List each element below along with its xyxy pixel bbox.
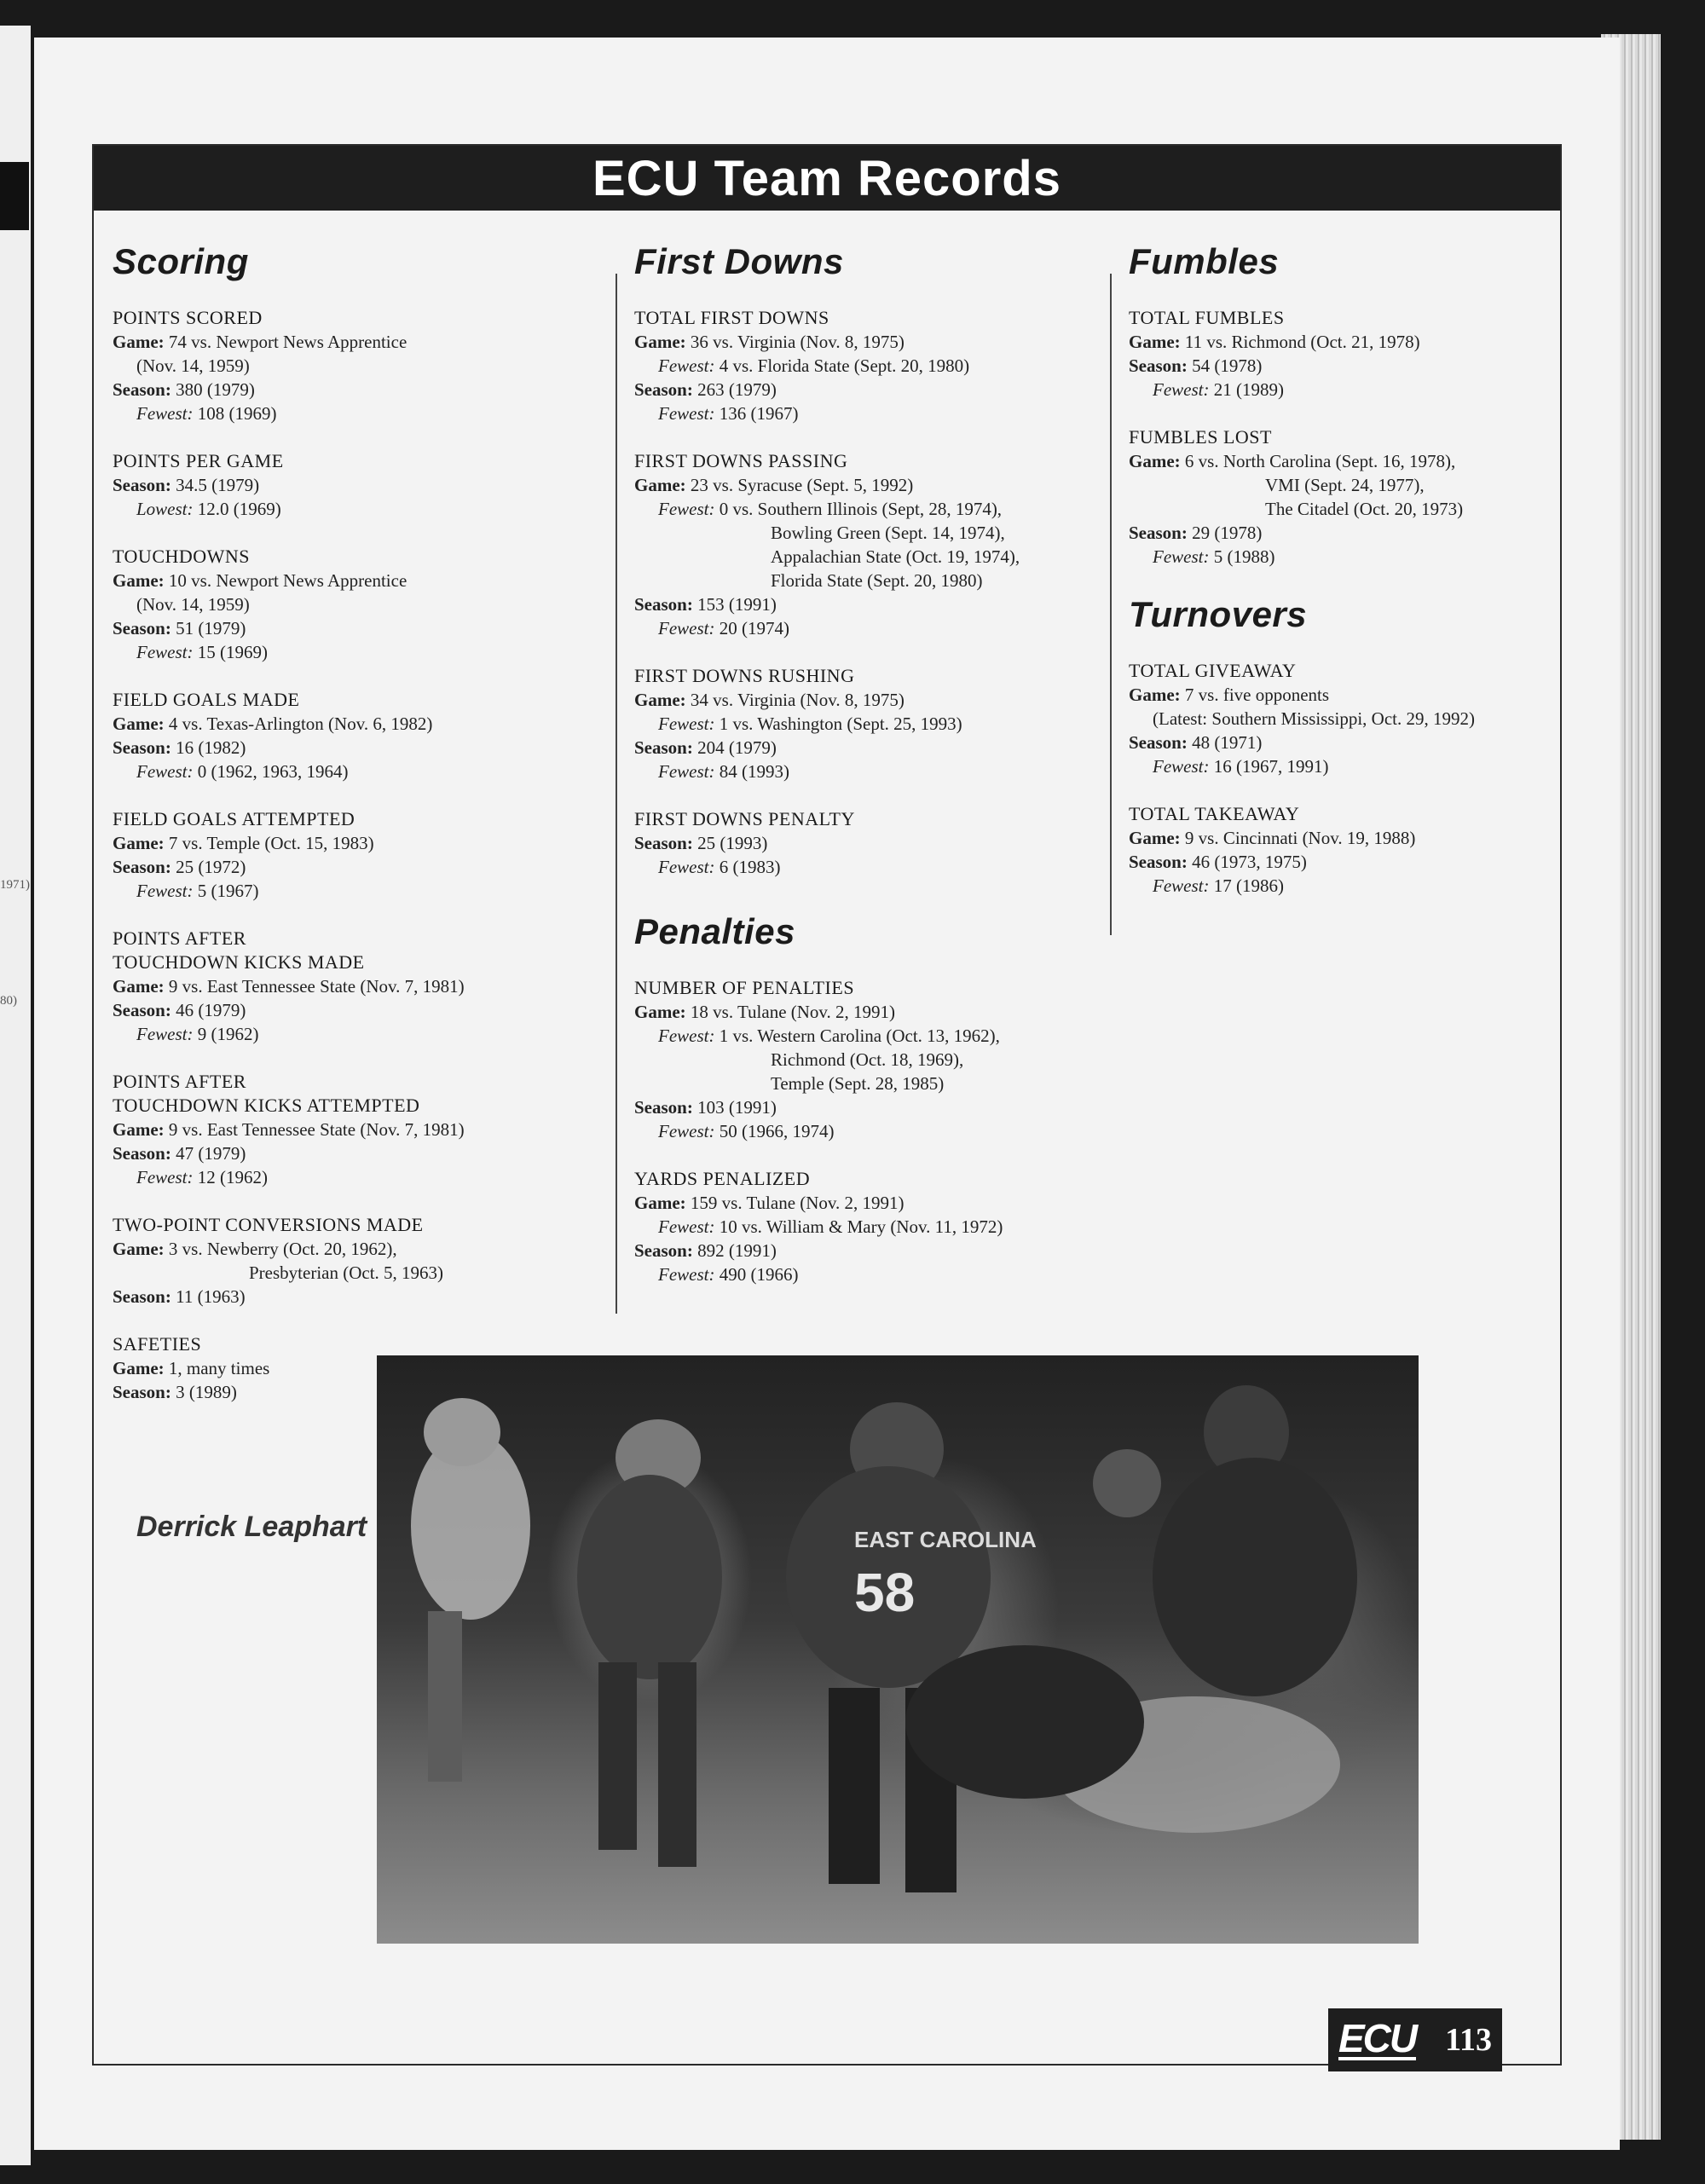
record-label: Game:	[113, 332, 169, 352]
fumbles-records	[1129, 306, 1562, 569]
record-value: 46 (1973, 1975)	[1192, 852, 1307, 872]
record-label: Fewest:	[1153, 546, 1214, 567]
record-value: 46 (1979)	[176, 1000, 246, 1020]
record-section	[634, 306, 1108, 425]
record-line	[634, 1000, 1108, 1024]
record-value: 7 vs. Temple (Oct. 15, 1983)	[168, 833, 374, 853]
record-line	[1129, 473, 1562, 497]
record-label: Fewest:	[136, 761, 198, 782]
record-value: 51 (1979)	[176, 618, 246, 638]
record-line	[1129, 330, 1562, 354]
record-value: 54 (1978)	[1192, 355, 1263, 376]
record-value: 11 (1963)	[176, 1286, 246, 1307]
record-line	[634, 521, 1108, 545]
record-line	[1129, 874, 1562, 898]
record-title: POINTS AFTER TOUCHDOWN KICKS ATTEMPTED	[113, 1071, 420, 1116]
record-value: 47 (1979)	[176, 1143, 246, 1164]
record-label: Fewest:	[658, 1026, 720, 1046]
record-label: Fewest:	[658, 1264, 720, 1285]
record-line	[113, 473, 587, 497]
record-line	[1129, 683, 1562, 707]
record-value: 74 vs. Newport News Apprentice	[168, 332, 407, 352]
record-value: 0 vs. Southern Illinois (Sept, 28, 1974),	[719, 499, 1003, 519]
record-label: Season:	[113, 857, 176, 877]
record-value: 6 vs. North Carolina (Sept. 16, 1978),	[1184, 451, 1456, 471]
record-title: FUMBLES LOST	[1129, 426, 1272, 448]
record-label: Season:	[113, 737, 176, 758]
fumbles-column	[1110, 211, 1562, 922]
record-section	[113, 306, 587, 425]
record-line	[1129, 707, 1562, 731]
record-title: SAFETIES	[113, 1333, 202, 1355]
record-section	[634, 449, 1108, 640]
record-value: 4 vs. Texas-Arlington (Nov. 6, 1982)	[168, 714, 433, 734]
record-label: Game:	[1129, 332, 1185, 352]
record-value: (Nov. 14, 1959)	[136, 355, 250, 376]
record-label: Fewest:	[136, 403, 198, 424]
record-line	[1129, 545, 1562, 569]
record-line	[634, 1119, 1108, 1143]
record-label: Fewest:	[136, 642, 198, 662]
first-downs-heading: First Downs	[634, 241, 844, 281]
record-label: Lowest:	[136, 499, 198, 519]
record-label: Game:	[113, 570, 169, 591]
record-line	[1129, 731, 1562, 754]
record-line	[634, 497, 1108, 521]
record-value: 12 (1962)	[197, 1167, 268, 1187]
record-label: Season:	[113, 1143, 176, 1164]
record-value: 16 (1982)	[176, 737, 246, 758]
record-label: Season:	[634, 379, 698, 400]
record-value: (Latest: Southern Mississippi, Oct. 29, 1992)	[1153, 708, 1475, 729]
record-value: 490 (1966)	[719, 1264, 799, 1285]
record-label: Season:	[634, 1097, 698, 1118]
record-label: Game:	[113, 1358, 169, 1378]
record-line	[1129, 378, 1562, 402]
record-line	[113, 736, 587, 760]
record-value: 153 (1991)	[697, 594, 777, 615]
record-label: Fewest:	[658, 761, 720, 782]
record-value: 108 (1969)	[197, 403, 277, 424]
record-label: Fewest:	[658, 618, 720, 638]
record-value: 34 vs. Virginia (Nov. 8, 1975)	[690, 690, 905, 710]
record-line	[634, 712, 1108, 736]
record-value: Temple (Sept. 28, 1985)	[771, 1073, 945, 1094]
record-line	[634, 760, 1108, 783]
record-line	[113, 569, 587, 592]
record-title: NUMBER OF PENALTIES	[634, 977, 855, 998]
record-line	[634, 1095, 1108, 1119]
record-title: TOTAL TAKEAWAY	[1129, 803, 1300, 824]
record-label: Fewest:	[658, 403, 720, 424]
record-line	[113, 1285, 587, 1309]
record-value: 23 vs. Syracuse (Sept. 5, 1992)	[690, 475, 914, 495]
previous-page-tab	[0, 162, 29, 230]
record-line	[634, 1239, 1108, 1262]
record-line	[113, 497, 587, 521]
record-value: 204 (1979)	[697, 737, 777, 758]
record-value: 6 (1983)	[719, 857, 781, 877]
record-line	[634, 1215, 1108, 1239]
record-value: 380 (1979)	[176, 379, 255, 400]
record-line	[634, 1191, 1108, 1215]
record-line	[634, 688, 1108, 712]
penalties-records	[634, 976, 1108, 1286]
jersey-text: EAST CAROLINA	[854, 1527, 1037, 1552]
record-line	[113, 354, 587, 378]
record-line	[634, 736, 1108, 760]
record-label: Fewest:	[658, 355, 720, 376]
record-label: Game:	[113, 714, 169, 734]
record-value: Presbyterian (Oct. 5, 1963)	[249, 1262, 444, 1283]
record-label: Season:	[634, 737, 698, 758]
record-title: FIELD GOALS MADE	[113, 689, 300, 710]
record-section	[634, 807, 1108, 879]
record-section	[113, 807, 587, 903]
record-label: Fewest:	[136, 881, 198, 901]
record-line	[634, 473, 1108, 497]
record-line	[634, 378, 1108, 402]
record-line	[113, 998, 587, 1022]
record-label: Game:	[1129, 828, 1185, 848]
record-title: FIRST DOWNS PENALTY	[634, 808, 855, 829]
record-label: Game:	[1129, 685, 1185, 705]
title-banner	[94, 146, 1560, 211]
record-title: POINTS SCORED	[113, 307, 263, 328]
first-downs-records	[634, 306, 1108, 879]
record-value: 263 (1979)	[697, 379, 777, 400]
record-line	[113, 879, 587, 903]
record-label: Game:	[634, 475, 691, 495]
record-value: 34.5 (1979)	[176, 475, 260, 495]
record-line	[634, 592, 1108, 616]
record-section	[634, 976, 1108, 1143]
record-title: YARDS PENALIZED	[634, 1168, 811, 1189]
record-value: 3 (1989)	[176, 1382, 237, 1402]
record-line	[113, 378, 587, 402]
record-label: Season:	[1129, 523, 1193, 543]
record-label: Game:	[1129, 451, 1185, 471]
record-line	[113, 1141, 587, 1165]
record-value: VMI (Sept. 24, 1977),	[1265, 475, 1425, 495]
jersey-number: 58	[854, 1562, 916, 1623]
record-line	[1129, 449, 1562, 473]
record-line	[634, 330, 1108, 354]
record-line	[113, 1261, 587, 1285]
page-number: 113	[1445, 2022, 1492, 2058]
record-section	[113, 1213, 587, 1309]
record-label: Fewest:	[1153, 875, 1214, 896]
record-line	[1129, 850, 1562, 874]
record-value: 12.0 (1969)	[197, 499, 281, 519]
record-value: 159 vs. Tulane (Nov. 2, 1991)	[690, 1193, 905, 1213]
record-label: Game:	[634, 1193, 691, 1213]
record-value: 16 (1967, 1991)	[1213, 756, 1329, 777]
photo-caption: Derrick Leaphart	[136, 1511, 367, 1543]
record-label: Game:	[634, 332, 691, 352]
record-value: Richmond (Oct. 18, 1969),	[771, 1049, 964, 1070]
record-title: POINTS PER GAME	[113, 450, 284, 471]
record-line	[634, 1072, 1108, 1095]
scoring-column	[94, 211, 587, 1428]
record-section	[1129, 659, 1562, 778]
record-value: 136 (1967)	[719, 403, 799, 424]
record-label: Game:	[634, 690, 691, 710]
turnovers-records	[1129, 659, 1562, 898]
record-line	[634, 1262, 1108, 1286]
record-value: The Citadel (Oct. 20, 1973)	[1265, 499, 1464, 519]
record-value: 11 vs. Richmond (Oct. 21, 1978)	[1184, 332, 1420, 352]
record-line	[113, 760, 587, 783]
record-section	[634, 664, 1108, 783]
record-label: Game:	[113, 1239, 169, 1259]
record-value: 50 (1966, 1974)	[719, 1121, 835, 1141]
record-line	[1129, 497, 1562, 521]
previous-page-fragment: 1971)	[0, 878, 30, 892]
previous-page-edge	[0, 26, 31, 2165]
record-value: 9 vs. Cincinnati (Nov. 19, 1988)	[1184, 828, 1416, 848]
record-line	[634, 1024, 1108, 1048]
record-line	[634, 545, 1108, 569]
record-label: Season:	[113, 475, 176, 495]
record-value: 18 vs. Tulane (Nov. 2, 1991)	[690, 1002, 896, 1022]
record-value: 1 vs. Washington (Sept. 25, 1993)	[719, 714, 962, 734]
record-label: Game:	[113, 833, 169, 853]
record-line	[113, 1165, 587, 1189]
record-label: Season:	[113, 1286, 176, 1307]
record-line	[1129, 826, 1562, 850]
record-title: POINTS AFTER TOUCHDOWN KICKS MADE	[113, 927, 365, 973]
record-section	[113, 927, 587, 1046]
record-label: Season:	[1129, 355, 1193, 376]
record-section	[113, 688, 587, 783]
record-label: Fewest:	[1153, 756, 1214, 777]
record-label: Season:	[113, 618, 176, 638]
record-value: 10 vs. William & Mary (Nov. 11, 1972)	[719, 1216, 1003, 1237]
record-title: TOTAL FIRST DOWNS	[634, 307, 829, 328]
record-line	[113, 616, 587, 640]
record-title: TOTAL GIVEAWAY	[1129, 660, 1297, 681]
record-line	[634, 1048, 1108, 1072]
record-label: Fewest:	[658, 499, 720, 519]
record-line	[634, 855, 1108, 879]
page-title: ECU Team Records	[592, 150, 1061, 206]
scoring-heading: Scoring	[113, 241, 249, 281]
record-value: 10 vs. Newport News Apprentice	[168, 570, 407, 591]
record-label: Fewest:	[658, 857, 720, 877]
scoring-records	[113, 306, 587, 1404]
footer-logo-box	[1328, 2008, 1502, 2071]
page	[34, 38, 1620, 2150]
record-title: TOUCHDOWNS	[113, 546, 251, 567]
record-line	[634, 402, 1108, 425]
record-label: Season:	[634, 594, 698, 615]
record-value: 48 (1971)	[1192, 732, 1263, 753]
record-value: 15 (1969)	[197, 642, 268, 662]
record-line	[113, 712, 587, 736]
record-title: FIRST DOWNS RUSHING	[634, 665, 855, 686]
record-value: (Nov. 14, 1959)	[136, 594, 250, 615]
record-label: Season:	[1129, 732, 1193, 753]
record-line	[113, 1237, 587, 1261]
record-line	[113, 831, 587, 855]
record-line	[113, 592, 587, 616]
first-downs-column	[616, 211, 1108, 1310]
record-section	[113, 449, 587, 521]
record-value: 25 (1972)	[176, 857, 246, 877]
record-line	[113, 402, 587, 425]
record-label: Season:	[113, 379, 176, 400]
record-section	[1129, 802, 1562, 898]
record-line	[1129, 521, 1562, 545]
record-line	[634, 616, 1108, 640]
record-section	[113, 1070, 587, 1189]
football-action-photo	[377, 1355, 1419, 1944]
record-value: 9 vs. East Tennessee State (Nov. 7, 1981)	[168, 976, 465, 997]
record-value: 0 (1962, 1963, 1964)	[197, 761, 349, 782]
football-players-illustration	[377, 1355, 1419, 1944]
record-section	[1129, 306, 1562, 402]
record-label: Season:	[634, 1240, 698, 1261]
previous-page-fragment: 80)	[0, 994, 17, 1008]
record-line	[634, 831, 1108, 855]
record-line	[634, 354, 1108, 378]
record-value: 9 (1962)	[197, 1024, 259, 1044]
record-value: 20 (1974)	[719, 618, 789, 638]
penalties-heading: Penalties	[634, 911, 795, 951]
record-value: 1 vs. Western Carolina (Oct. 13, 1962),	[719, 1026, 1000, 1046]
record-title: TOTAL FUMBLES	[1129, 307, 1285, 328]
record-label: Game:	[113, 1119, 169, 1140]
record-value: 4 vs. Florida State (Sept. 20, 1980)	[719, 355, 970, 376]
record-title: TWO-POINT CONVERSIONS MADE	[113, 1214, 424, 1235]
record-section	[1129, 425, 1562, 569]
record-value: 1, many times	[168, 1358, 270, 1378]
fumbles-heading: Fumbles	[1129, 241, 1280, 281]
record-line	[113, 1118, 587, 1141]
record-value: 9 vs. East Tennessee State (Nov. 7, 1981)	[168, 1119, 465, 1140]
record-value: 103 (1991)	[697, 1097, 777, 1118]
record-value: 25 (1993)	[697, 833, 768, 853]
record-title: FIRST DOWNS PASSING	[634, 450, 848, 471]
record-line	[113, 974, 587, 998]
record-line	[113, 640, 587, 664]
record-section	[113, 545, 587, 664]
record-value: 17 (1986)	[1213, 875, 1284, 896]
ecu-logo: ECU	[1338, 2016, 1417, 2060]
record-value: 84 (1993)	[719, 761, 789, 782]
record-value: Bowling Green (Sept. 14, 1974),	[771, 523, 1005, 543]
record-label: Season:	[113, 1382, 176, 1402]
record-label: Game:	[634, 1002, 691, 1022]
record-line	[1129, 354, 1562, 378]
record-value: 5 (1967)	[197, 881, 259, 901]
record-label: Fewest:	[1153, 379, 1214, 400]
record-value: 3 vs. Newberry (Oct. 20, 1962),	[168, 1239, 397, 1259]
record-title: FIELD GOALS ATTEMPTED	[113, 808, 355, 829]
record-label: Fewest:	[658, 1121, 720, 1141]
record-label: Fewest:	[136, 1167, 198, 1187]
record-value: 36 vs. Virginia (Nov. 8, 1975)	[690, 332, 905, 352]
record-value: 5 (1988)	[1213, 546, 1275, 567]
record-value: 892 (1991)	[697, 1240, 777, 1261]
record-label: Game:	[113, 976, 169, 997]
record-line	[113, 855, 587, 879]
record-label: Season:	[634, 833, 698, 853]
record-value: 29 (1978)	[1192, 523, 1263, 543]
record-line	[113, 330, 587, 354]
record-value: Appalachian State (Oct. 19, 1974),	[771, 546, 1020, 567]
turnovers-heading: Turnovers	[1129, 594, 1308, 634]
record-value: 7 vs. five opponents	[1184, 685, 1330, 705]
record-label: Season:	[113, 1000, 176, 1020]
record-label: Fewest:	[136, 1024, 198, 1044]
record-label: Fewest:	[658, 714, 720, 734]
record-line	[634, 569, 1108, 592]
record-section	[634, 1167, 1108, 1286]
record-label: Season:	[1129, 852, 1193, 872]
record-line	[113, 1022, 587, 1046]
record-line	[1129, 754, 1562, 778]
record-value: 21 (1989)	[1213, 379, 1284, 400]
record-label: Fewest:	[658, 1216, 720, 1237]
record-value: Florida State (Sept. 20, 1980)	[771, 570, 983, 591]
